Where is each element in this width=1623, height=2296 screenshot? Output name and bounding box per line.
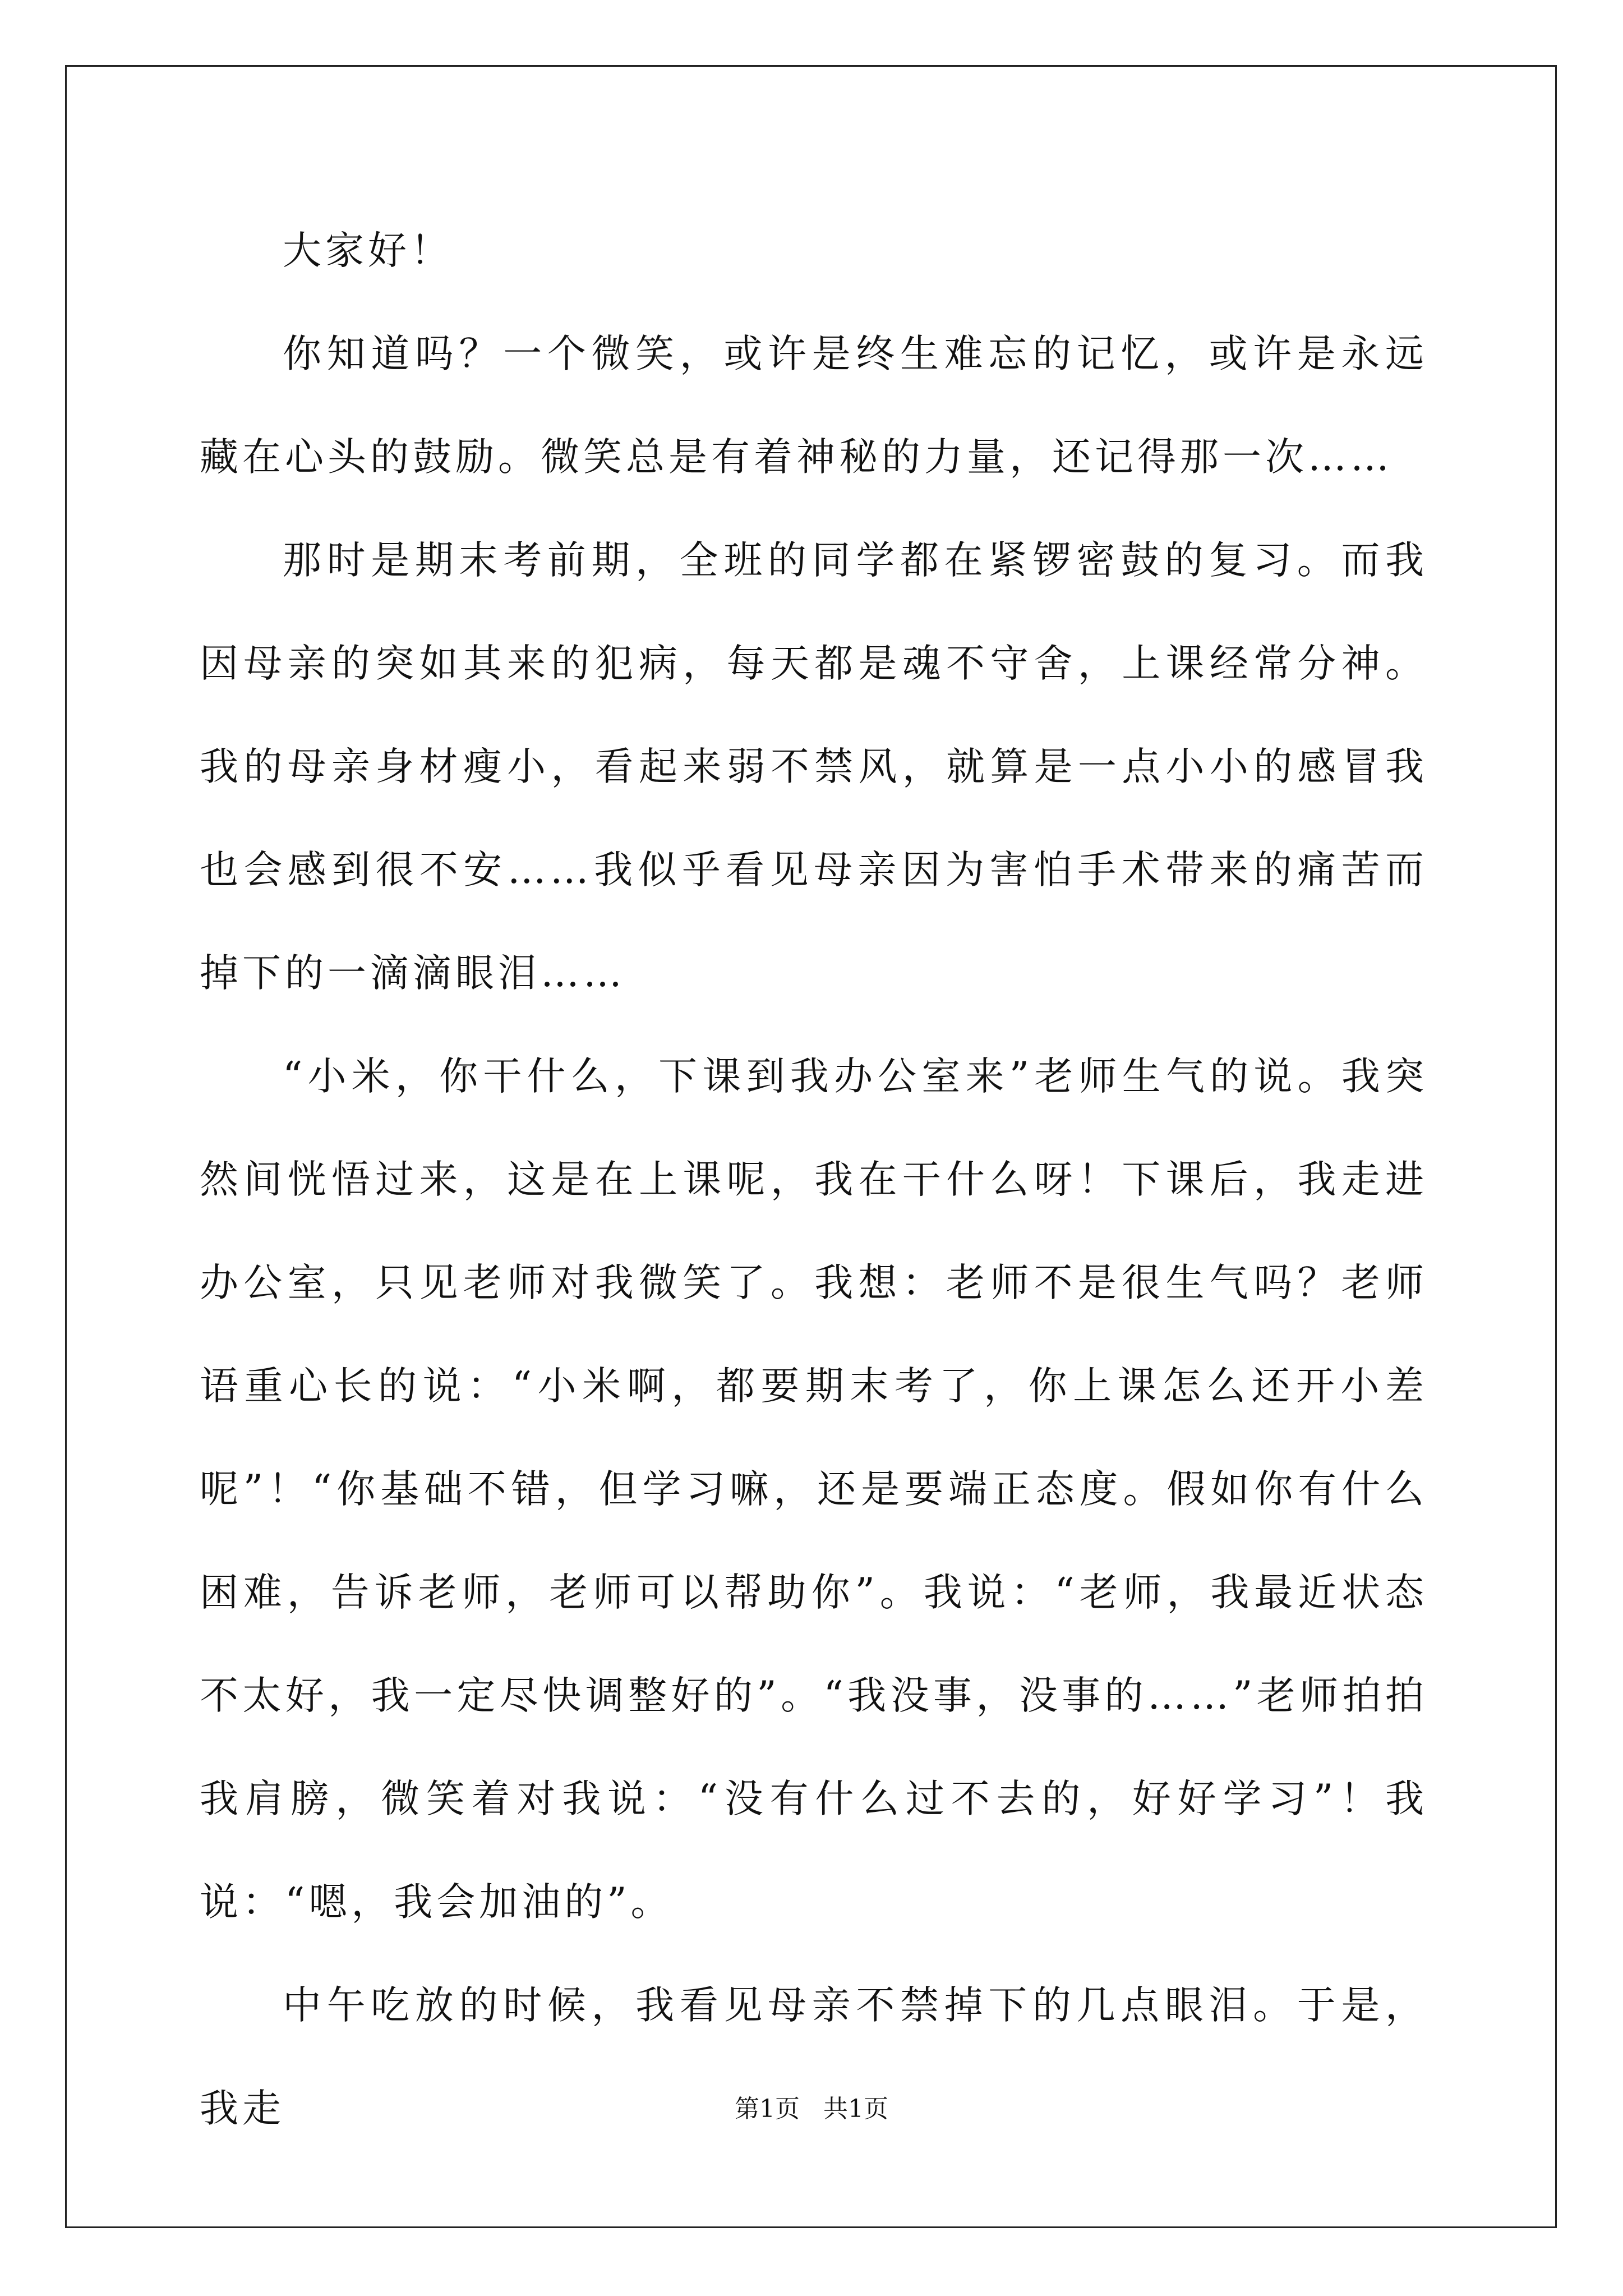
paragraph-lunch: 中午吃放的时候，我看见母亲不禁掉下的几点眼泪。于是，我走 bbox=[200, 1983, 1428, 2131]
paragraph-mother: 那时是期末考前期，全班的同学都在紧锣密鼓的复习。而我因母亲的突如其来的犯病，每天都是魂不守舍，上课经常分神。我的母亲身材瘦小，看起来弱不禁风，就算是一点小小的感冒我也会感到很不安……我似乎看见母亲因为害怕手术带来的痛苦而掉下的一滴滴眼泪…… bbox=[200, 538, 1428, 996]
page-footer bbox=[0, 2092, 1623, 2126]
paragraph-greeting: 大家好！ bbox=[283, 228, 453, 273]
paragraph-intro: 你知道吗？一个微笑，或许是终生难忘的记忆，或许是永远藏在心头的鼓励。微笑总是有着神秘的力量，还记得那一次…… bbox=[200, 332, 1428, 480]
page-total: 共1页 bbox=[823, 2095, 888, 2123]
paragraph-teacher: “小米，你干什么，下课到我办公室来”老师生气的说。我突然间恍悟过来，这是在上课呢，我在干什么呀！下课后，我走进办公室，只见老师对我微笑了。我想：老师不是很生气吗？老师语重心长的说：“小米啊，都要期末考了，你上课怎么还开小差呢”！“你基础不错，但学习嘛，还是要端正态度。假如你有什么困难，告诉老师，老师可以帮助你”。我说：“老师，我最近状态不太好，我一定尽快调整好的”。“我没事，没事的……”老师拍拍我肩膀，微笑着对我说：“没有什么过不去的，好好学习”！我说：“嗯，我会加油的”。 bbox=[200, 1054, 1428, 1925]
document-body bbox=[200, 199, 1428, 2160]
page-number: 第1页 bbox=[735, 2095, 800, 2123]
